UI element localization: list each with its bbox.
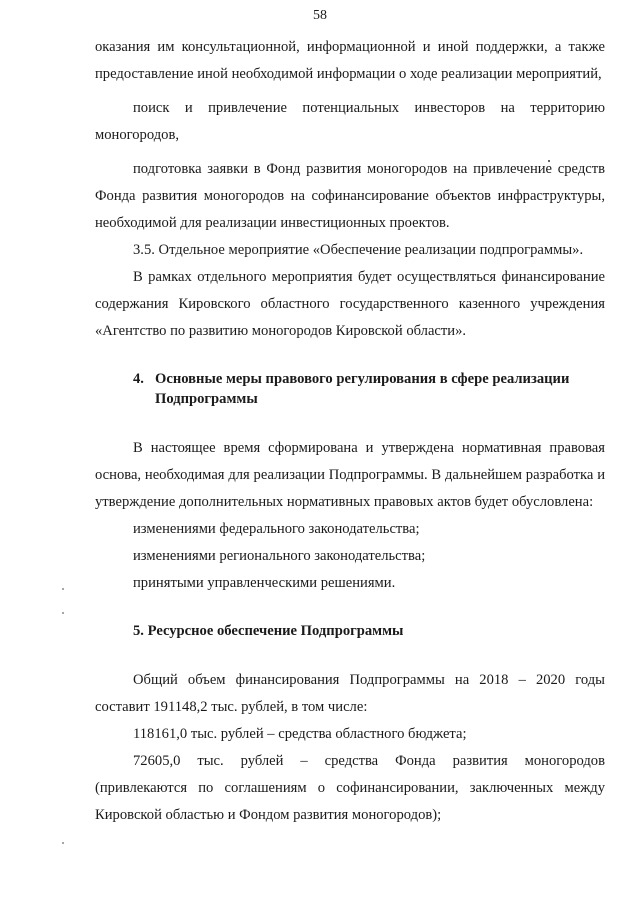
section-title: 5. Ресурсное обеспечение Подпрограммы (133, 623, 404, 639)
paragraph: поиск и привлечение потенциальных инвесторов на территорию моногородов, (95, 100, 605, 143)
scan-speck (62, 842, 64, 844)
section-title-continued: Подпрограммы (155, 391, 258, 407)
list-item: изменениями федерального законодательства; (133, 521, 420, 537)
section-title: Основные меры правового регулирования в сфере реализации (155, 371, 570, 387)
paragraph: 118161,0 тыс. рублей – средства областного бюджета; (133, 726, 467, 742)
list-item: изменениями регионального законодательства; (133, 548, 426, 564)
paragraph: Общий объем финансирования Подпрограммы на 2018 – 2020 годы составит 191148,2 тыс. рублей, в том числе: (95, 672, 605, 715)
section-number: 4. (133, 371, 144, 387)
scan-speck (62, 612, 64, 614)
section-heading (95, 369, 605, 409)
paragraph: 72605,0 тыс. рублей – средства Фонда развития моногородов (привлекаются по соглашениям о софинансировании, заключенных между Кировской областью и Фондом развития моногородов); (95, 753, 605, 823)
document-body (95, 34, 605, 829)
paragraph: оказания им консультационной, информационной и иной поддержки, а также предоставление иной необходимой информации о ходе реализации мероприятий, (95, 39, 605, 82)
page-number: 58 (313, 8, 327, 23)
list-item: принятыми управленческими решениями. (133, 575, 396, 591)
paragraph: В рамках отдельного мероприятия будет осуществляться финансирование содержания Кировского областного государственного казенного учреждения «Агентство по развитию моногородов Кировской области». (95, 269, 605, 339)
paragraph: В настоящее время сформирована и утверждена нормативная правовая основа, необходимая для реализации Подпрограммы. В дальнейшем разработка и утверждение дополнительных нормативных правовых актов будет обусловлена: (95, 440, 605, 510)
scan-speck (62, 588, 64, 590)
paragraph: 3.5. Отдельное мероприятие «Обеспечение реализации подпрограммы». (133, 242, 584, 258)
section-heading (95, 621, 605, 641)
paragraph: подготовка заявки в Фонд развития моногородов на привлечение средств Фонда развития моногородов на софинансирование объектов инфраструктуры, необходимой для реализации инвестиционных проектов. (95, 161, 605, 231)
